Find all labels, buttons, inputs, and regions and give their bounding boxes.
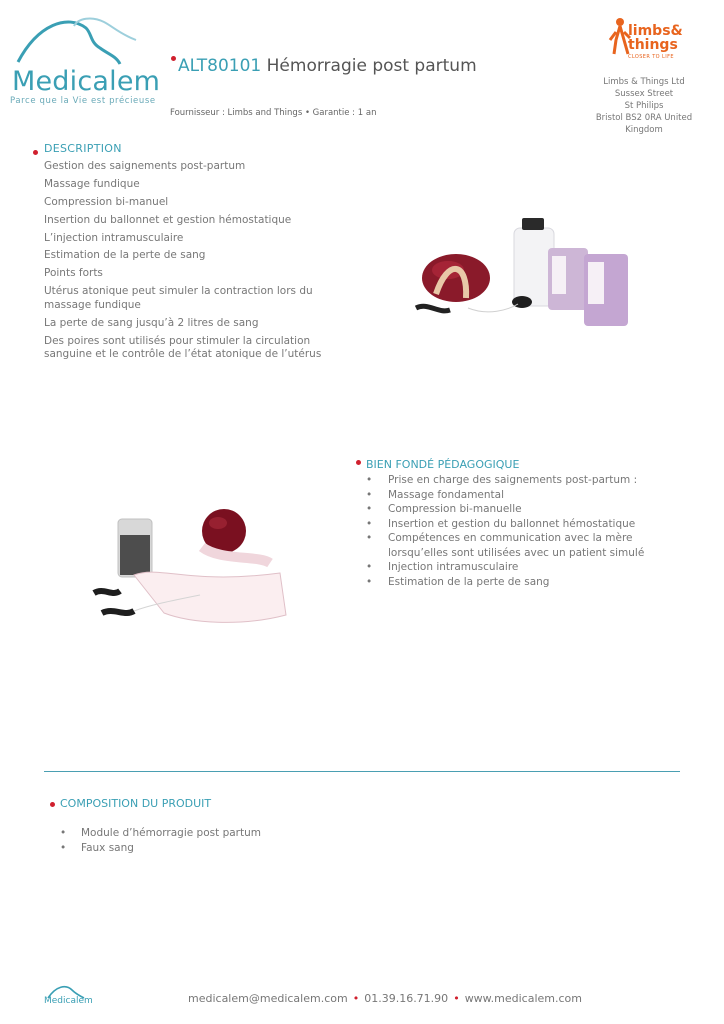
description-heading: DESCRIPTION bbox=[44, 142, 122, 155]
list-item: La perte de sang jusqu’à 2 litres de sang bbox=[44, 316, 259, 329]
composition-bullet-icon bbox=[50, 802, 55, 807]
list-item: Insertion du ballonnet et gestion hémostatique bbox=[44, 213, 292, 226]
brand-name: Medicalem bbox=[12, 66, 161, 97]
limbs-things-logo bbox=[606, 14, 688, 68]
footer-phone: 01.39.16.71.90 bbox=[364, 992, 449, 1005]
lt-word-2: things bbox=[628, 37, 678, 53]
description-bullet-icon bbox=[33, 150, 38, 155]
composition-list bbox=[60, 826, 360, 856]
list-item: • Compression bi-manuelle bbox=[366, 502, 666, 517]
list-item: Points forts bbox=[44, 267, 103, 280]
description-list bbox=[44, 160, 344, 366]
list-item: Massage fundique bbox=[44, 177, 140, 190]
address-line: Bristol BS2 0RA United bbox=[595, 113, 693, 123]
footer-website[interactable]: www.medicalem.com bbox=[464, 992, 583, 1005]
list-item: Gestion des saignements post-partum bbox=[44, 160, 246, 172]
pedagogy-bullet-icon bbox=[356, 460, 361, 465]
supplier-address bbox=[590, 76, 698, 136]
address-line: Limbs & Things Ltd bbox=[603, 77, 685, 87]
list-item: • Module d’hémorragie post partum bbox=[60, 826, 360, 841]
footer-contact bbox=[188, 992, 582, 1005]
supplier-line: Fournisseur : Limbs and Things • Garantie : 1 an bbox=[170, 108, 377, 118]
lt-tag: CLOSER TO LIFE bbox=[628, 54, 674, 60]
list-item: • Injection intramusculaire bbox=[366, 560, 666, 575]
medicalem-logo bbox=[8, 14, 168, 106]
list-item: Compression bi-manuel bbox=[44, 195, 169, 208]
list-item: Des poires sont utilisés pour stimuler la circulation sanguine et le contrôle de l’état atonique de l’utérus bbox=[44, 334, 322, 361]
list-item: • Compétences en communication avec la mère lorsqu’elles sont utilisées avec un patient simulé bbox=[366, 531, 666, 560]
list-item: • Massage fondamental bbox=[366, 488, 666, 503]
list-item: • Prise en charge des saignements post-partum : bbox=[366, 473, 666, 488]
list-item: Utérus atonique peut simuler la contraction lors du massage fundique bbox=[44, 285, 313, 311]
pedagogy-heading: BIEN FONDÉ PÉDAGOGIQUE bbox=[366, 458, 520, 471]
list-item: • Insertion et gestion du ballonnet hémostatique bbox=[366, 517, 666, 532]
list-item: • Faux sang bbox=[60, 841, 360, 856]
address-line: St Philips bbox=[624, 101, 664, 111]
pedagogy-list bbox=[366, 473, 666, 589]
footer-email[interactable]: medicalem@medicalem.com bbox=[188, 992, 348, 1005]
list-item: Estimation de la perte de sang bbox=[44, 249, 206, 262]
lt-word-1: limbs& bbox=[628, 23, 683, 39]
medicalem-swoosh-icon bbox=[8, 14, 168, 74]
footer-separator-icon: • bbox=[453, 992, 460, 1005]
list-item: • Estimation de la perte de sang bbox=[366, 575, 666, 590]
composition-heading: COMPOSITION DU PRODUIT bbox=[60, 797, 212, 810]
list-item: L’injection intramusculaire bbox=[44, 231, 184, 244]
product-photo-kit bbox=[408, 198, 638, 336]
brand-tagline: Parce que la Vie est précieuse bbox=[10, 96, 156, 106]
footer-brand: Medicalem bbox=[44, 996, 93, 1006]
title-bullet-icon bbox=[171, 56, 176, 61]
product-code: ALT80101 bbox=[178, 56, 262, 76]
page-title bbox=[178, 56, 477, 76]
section-divider bbox=[44, 771, 680, 772]
address-line: Sussex Street bbox=[614, 89, 674, 99]
footer-separator-icon: • bbox=[352, 992, 360, 1005]
product-photo-model bbox=[90, 505, 300, 635]
address-line: Kingdom bbox=[625, 125, 663, 135]
product-title: Hémorragie post partum bbox=[266, 56, 477, 76]
footer-logo bbox=[44, 982, 94, 1012]
